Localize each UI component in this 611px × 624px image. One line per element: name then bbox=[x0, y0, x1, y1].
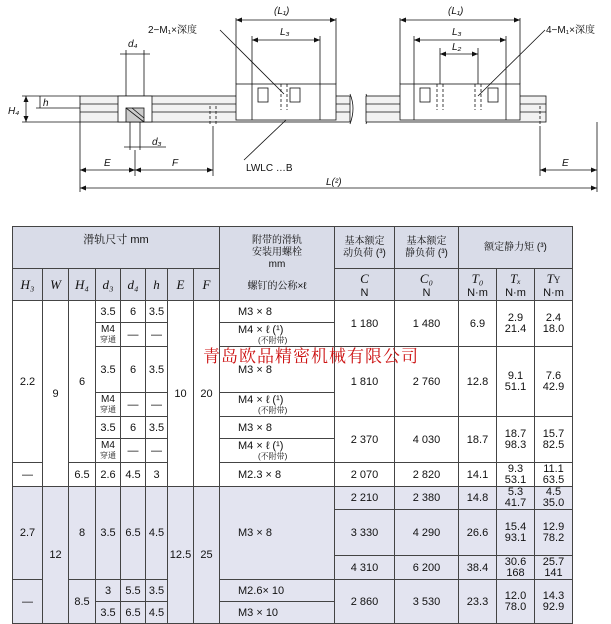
col-c0: C₀ N bbox=[395, 269, 459, 301]
cell-t0: 14.1 bbox=[459, 463, 497, 487]
cell-e: 10 bbox=[168, 301, 194, 487]
label-l1-right: (L₁) bbox=[448, 6, 464, 17]
label-m1-right: 4−M₁×深度 bbox=[546, 25, 595, 36]
cell-d4: 4.5 bbox=[121, 463, 146, 487]
label-l1-left: (L₁) bbox=[274, 6, 290, 17]
cell-d4: 6.5 bbox=[121, 487, 146, 580]
col-c: C N bbox=[335, 269, 395, 301]
cell-d3: 3.5 bbox=[96, 602, 121, 624]
cell-c0: 2 380 bbox=[395, 487, 459, 510]
cell-d3: 2.6 bbox=[96, 463, 121, 487]
col-t0: T₀ N·m bbox=[459, 269, 497, 301]
cell-h3: 2.7 bbox=[13, 487, 43, 580]
cell-h: 3.5 bbox=[146, 347, 168, 393]
cell-t0: 38.4 bbox=[459, 556, 497, 580]
cell-bolt: M3 × 10 bbox=[220, 602, 335, 624]
moment-header: 额定静力矩 (³) bbox=[459, 227, 573, 269]
cell-h: — bbox=[146, 393, 168, 417]
cell-ty: 14.3 92.9 bbox=[535, 580, 573, 624]
cell-d3: 3.5 bbox=[96, 417, 121, 439]
cell-d3: 3.5 bbox=[96, 301, 121, 323]
label-d4: d₄ bbox=[128, 39, 138, 50]
cell-h: 3.5 bbox=[146, 301, 168, 323]
cell-bolt: M2.6× 10 bbox=[220, 580, 335, 602]
cell-bolt: M4 × ℓ (¹) (不附带) bbox=[220, 439, 335, 463]
col-tx: Tₓ N·m bbox=[497, 269, 535, 301]
label-e-right: E bbox=[562, 158, 569, 169]
cell-bolt: M3 × 8 bbox=[220, 417, 335, 439]
cell-c: 2 070 bbox=[335, 463, 395, 487]
table-row bbox=[13, 487, 573, 510]
cell-d4: — bbox=[121, 439, 146, 463]
cell-w: 12 bbox=[43, 487, 69, 624]
cell-h3: — bbox=[13, 463, 43, 487]
cell-d4: 6 bbox=[121, 301, 146, 323]
cell-h: 4.5 bbox=[146, 602, 168, 624]
cell-d3: M4 穿通 bbox=[96, 323, 121, 347]
cell-t0: 23.3 bbox=[459, 580, 497, 624]
cell-t0: 14.8 bbox=[459, 487, 497, 510]
cell-d4: 6 bbox=[121, 417, 146, 439]
cell-d4: — bbox=[121, 393, 146, 417]
cell-tx: 5.3 41.7 bbox=[497, 487, 535, 510]
cell-d3: 3.5 bbox=[96, 347, 121, 393]
cell-bolt: M4 × ℓ (¹) (不附带) bbox=[220, 323, 335, 347]
label-model: LWLC …B bbox=[246, 163, 293, 174]
cell-e: 12.5 bbox=[168, 487, 194, 624]
cell-ty: 12.9 78.2 bbox=[535, 510, 573, 556]
cell-d4: 5.5 bbox=[121, 580, 146, 602]
cell-h4: 8 bbox=[69, 487, 96, 580]
cell-h: — bbox=[146, 439, 168, 463]
cell-c: 1 180 bbox=[335, 301, 395, 347]
col-d3: d₃ bbox=[96, 269, 121, 301]
cell-ty: 25.7 141 bbox=[535, 556, 573, 580]
cell-h4: 6 bbox=[69, 301, 96, 463]
rail-dimension-drawing bbox=[0, 0, 611, 215]
cell-w: 9 bbox=[43, 301, 69, 487]
cell-c0: 2 760 bbox=[395, 347, 459, 417]
label-l2: L₂ bbox=[452, 42, 462, 53]
cell-c: 4 310 bbox=[335, 556, 395, 580]
cell-c0: 4 290 bbox=[395, 510, 459, 556]
label-m1-left: 2−M₁×深度 bbox=[148, 25, 197, 36]
col-f: F bbox=[194, 269, 220, 301]
bolt-header: 附带的滑轨 安装用螺栓 mm 螺钉的公称×ℓ bbox=[220, 227, 335, 301]
cell-f: 25 bbox=[194, 487, 220, 624]
cell-bolt: M3 × 8 bbox=[220, 347, 335, 393]
rail-dims-header: 滑轨尺寸 mm bbox=[13, 227, 220, 269]
cell-ty: 7.6 42.9 bbox=[535, 347, 573, 417]
cell-ty: 15.7 82.5 bbox=[535, 417, 573, 463]
label-l: L(²) bbox=[326, 177, 342, 188]
cell-d3: M4 穿通 bbox=[96, 439, 121, 463]
cell-d4: 6 bbox=[121, 347, 146, 393]
cell-t0: 6.9 bbox=[459, 301, 497, 347]
label-d3: d₃ bbox=[152, 137, 162, 148]
cell-tx: 12.0 78.0 bbox=[497, 580, 535, 624]
cell-tx: 18.7 98.3 bbox=[497, 417, 535, 463]
cell-d3: 3.5 bbox=[96, 487, 121, 580]
label-l3-right: L₃ bbox=[452, 27, 462, 38]
spec-table bbox=[12, 226, 573, 624]
col-h: h bbox=[146, 269, 168, 301]
col-w: W bbox=[43, 269, 69, 301]
cell-t0: 18.7 bbox=[459, 417, 497, 463]
dyn-load-header: 基本额定 动负荷 (³) bbox=[335, 227, 395, 269]
cell-c0: 1 480 bbox=[395, 301, 459, 347]
table-row bbox=[13, 463, 573, 487]
cell-h4: 6.5 bbox=[69, 463, 96, 487]
col-h3: H₃ bbox=[13, 269, 43, 301]
cell-c: 3 330 bbox=[335, 510, 395, 556]
cell-tx: 9.1 51.1 bbox=[497, 347, 535, 417]
cell-ty: 4.5 35.0 bbox=[535, 487, 573, 510]
cell-bolt: M2.3 × 8 bbox=[220, 463, 335, 487]
cell-bolt: M3 × 8 bbox=[220, 487, 335, 580]
cell-d4: — bbox=[121, 323, 146, 347]
cell-bolt: M3 × 8 bbox=[220, 301, 335, 323]
col-e: E bbox=[168, 269, 194, 301]
cell-t0: 26.6 bbox=[459, 510, 497, 556]
cell-h: 3.5 bbox=[146, 580, 168, 602]
cell-tx: 30.6 168 bbox=[497, 556, 535, 580]
cell-bolt: M4 × ℓ (¹) (不附带) bbox=[220, 393, 335, 417]
table-row bbox=[13, 417, 573, 439]
cell-ty: 2.4 18.0 bbox=[535, 301, 573, 347]
cell-c: 2 210 bbox=[335, 487, 395, 510]
table-row bbox=[13, 580, 573, 602]
cell-d4: 6.5 bbox=[121, 602, 146, 624]
cell-h4: 8.5 bbox=[69, 580, 96, 624]
cell-f: 20 bbox=[194, 301, 220, 487]
cell-c: 1 810 bbox=[335, 347, 395, 417]
cell-c: 2 370 bbox=[335, 417, 395, 463]
cell-h: — bbox=[146, 323, 168, 347]
cell-c0: 3 530 bbox=[395, 580, 459, 624]
cell-c0: 2 820 bbox=[395, 463, 459, 487]
label-e-left: E bbox=[104, 158, 111, 169]
cell-tx: 15.4 93.1 bbox=[497, 510, 535, 556]
cell-c: 2 860 bbox=[335, 580, 395, 624]
company-watermark: 青岛欧品精密机械有限公司 bbox=[203, 347, 419, 367]
cell-h3: 2.2 bbox=[13, 301, 43, 463]
cell-t0: 12.8 bbox=[459, 347, 497, 417]
cell-h: 3 bbox=[146, 463, 168, 487]
col-d4: d₄ bbox=[121, 269, 146, 301]
cell-ty: 11.1 63.5 bbox=[535, 463, 573, 487]
cell-d3: M4 穿通 bbox=[96, 393, 121, 417]
cell-c0: 4 030 bbox=[395, 417, 459, 463]
cell-d3: 3 bbox=[96, 580, 121, 602]
col-h4: H₄ bbox=[69, 269, 96, 301]
cell-tx: 2.9 21.4 bbox=[497, 301, 535, 347]
cell-c0: 6 200 bbox=[395, 556, 459, 580]
cell-h: 4.5 bbox=[146, 487, 168, 580]
cell-h: 3.5 bbox=[146, 417, 168, 439]
table-row bbox=[13, 301, 573, 323]
static-load-header: 基本额定 静负荷 (³) bbox=[395, 227, 459, 269]
col-ty: TY N·m bbox=[535, 269, 573, 301]
cell-tx: 9.3 53.1 bbox=[497, 463, 535, 487]
label-h4: H₄ bbox=[8, 106, 20, 117]
label-l3-left: L₃ bbox=[280, 27, 290, 38]
label-f: F bbox=[172, 158, 179, 169]
cell-h3: — bbox=[13, 580, 43, 624]
label-h: h bbox=[43, 98, 49, 109]
